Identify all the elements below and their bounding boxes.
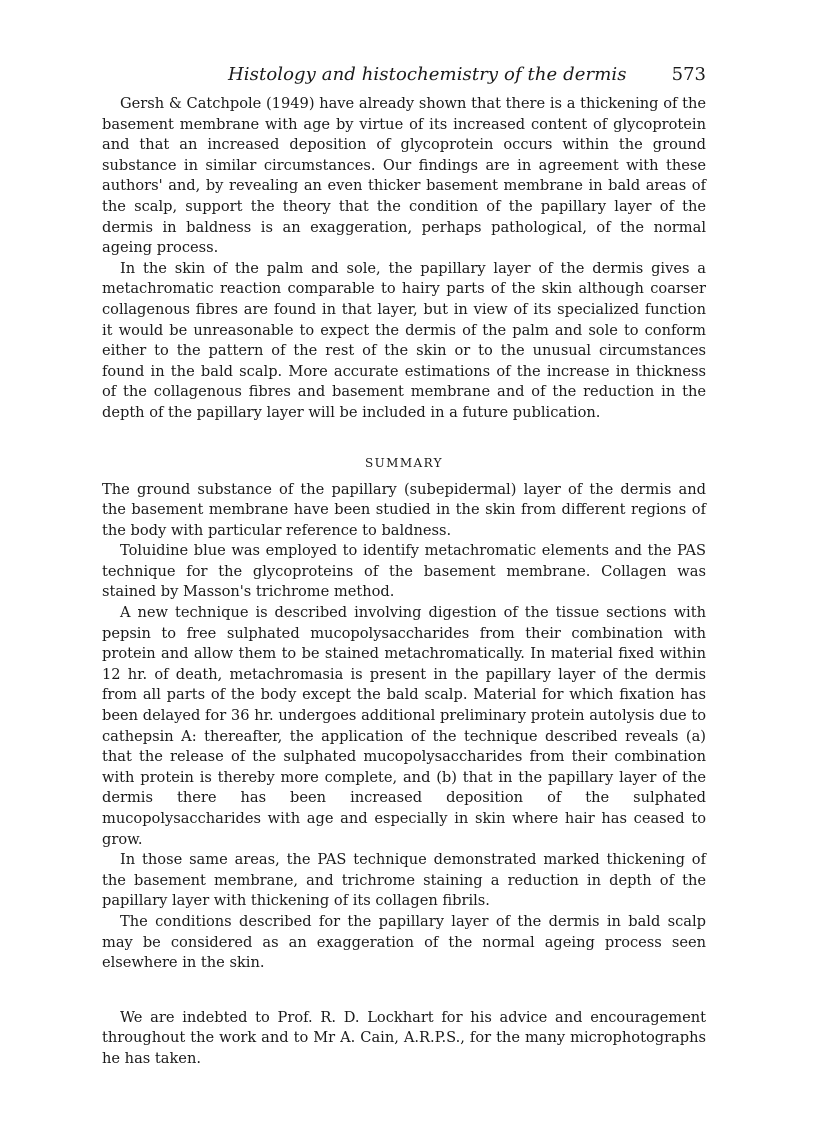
summary-paragraph: In those same areas, the PAS technique demonstrated marked thickening of the basement membrane, and trichrome staining a reduction in depth of the papillary layer with thickening of its collagen fibrils. <box>102 851 706 910</box>
page-number: 573 <box>671 64 706 85</box>
summary-paragraph: Toluidine blue was employed to identify metachromatic elements and the PAS technique for the glycoproteins of the basement membrane. Collagen was stained by Masson's trichrome method. <box>102 542 706 601</box>
summary-section <box>102 480 706 974</box>
page <box>102 58 706 1070</box>
acknowledgement: We are indebted to Prof. R. D. Lockhart for his advice and encouragement throughout the work and to Mr A. Cain, A.R.P.S., for the many microphotographs he has taken. <box>102 1008 706 1067</box>
discussion-section <box>102 94 706 424</box>
discussion-paragraph: Gersh & Catchpole (1949) have already shown that there is a thickening of the basement membrane with age by virtue of its increased content of glycoprotein and that an increased deposition of glycoprotein occurs within the ground substance in similar circumstances. Our findings are in agreement with these authors' and, by revealing an even thicker basement membrane in bald areas of the scalp, support the theory that the condition of the papillary layer of the dermis in baldness is an exaggeration, perhaps pathological, of the normal ageing process. <box>102 95 706 257</box>
discussion-paragraph: In the skin of the palm and sole, the papillary layer of the dermis gives a metachromatic reaction comparable to hairy parts of the skin although coarser collagenous fibres are found in that layer, but in view of its specialized function it would be unreasonable to expect the dermis of the palm and sole to conform either to the pattern of the rest of the skin or to the unusual circumstances found in the bald scalp. More accurate estimations of the increase in thickness of the collagenous fibres and basement membrane and of the reduction in the depth of the papillary layer will be included in a future publication. <box>102 259 706 421</box>
summary-heading: SUMMARY <box>365 455 443 470</box>
running-title: Histology and histochemistry of the dermis <box>228 64 627 85</box>
summary-paragraph: A new technique is described involving digestion of the tissue sections with pepsin to free sulphated mucopolysaccharides from their combination with protein and allow them to be stained metachromatically. In material fixed within 12 hr. of death, metachromasia is present in the papillary layer of the dermis from all parts of the body except the bald scalp. Material for which fixation has been delayed for 36 hr. undergoes additional preliminary protein autolysis due to cathepsin A: thereafter, the application of the technique described reveals (a) that the release of the sulphated mucopolysaccharides from their combination with protein is thereby more complete, and (b) that in the papillary layer of the dermis there has been increased deposition of the sulphated mucopolysaccharides with age and especially in skin where hair has ceased to grow. <box>102 604 706 848</box>
summary-paragraph: The ground substance of the papillary (subepidermal) layer of the dermis and the basement membrane have been studied in the skin from different regions of the body with particular reference to baldness. <box>102 480 706 539</box>
running-header <box>102 58 706 94</box>
summary-paragraph: The conditions described for the papillary layer of the dermis in bald scalp may be considered as an exaggeration of the normal ageing process seen elsewhere in the skin. <box>102 912 706 972</box>
